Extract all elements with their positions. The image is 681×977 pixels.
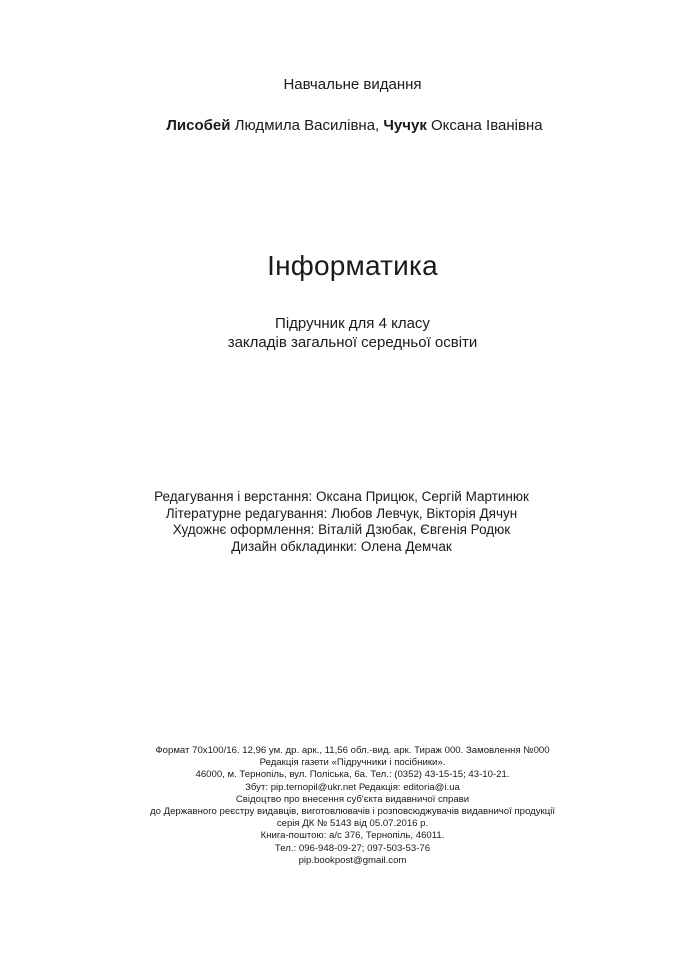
- imprint-register: до Державного реєстру видавців, виготовлювачів і розповсюджувачів видавничої продукції: [149, 806, 556, 818]
- edition-type: Навчальне видання: [283, 76, 422, 93]
- imprint-certificate: Свідоцтво про внесення суб'єкта видавничої справи: [235, 793, 470, 805]
- imprint-bookpost-email: pip.bookpost@gmail.com: [298, 854, 407, 866]
- credit-literary-editing: Літературне редагування: Любов Левчук, Вікторія Дячун: [165, 505, 518, 521]
- author1-surname: Лисобей: [166, 117, 231, 134]
- subtitle-line: закладів загальної середньої освіти: [227, 334, 478, 351]
- imprint-phones: Тел.: 096-948-09-27; 097-503-53-76: [274, 842, 431, 854]
- author2-surname: Чучук: [383, 117, 427, 134]
- subtitle-line: Підручник для 4 класу: [275, 315, 430, 332]
- imprint-emails: Збут: pip.ternopil@ukr.net Редакція: editoria@i.ua: [245, 781, 460, 793]
- credit-editing: Редагування і верстання: Оксана Прицюк, Сергій Мартинюк: [154, 489, 529, 504]
- imprint-address: 46000, м. Тернопіль, вул. Поліська, 6а. Тел.: (0352) 43-15-15; 43-10-21.: [195, 769, 510, 781]
- book-title: Інформатика: [267, 250, 438, 281]
- imprint-publisher: Редакція газети «Підручники і посібники».: [259, 757, 446, 769]
- imprint-format: Формат 70х100/16. 12,96 ум. др. арк., 11,56 обл.-вид. арк. Тираж 000. Замовлення №000: [155, 745, 550, 756]
- imprint-series: серія ДК № 5143 від 05.07.2016 р.: [276, 818, 429, 830]
- credit-cover-design: Дизайн обкладинки: Олена Демчак: [231, 538, 452, 554]
- author2-name: Оксана Іванівна: [431, 117, 543, 134]
- imprint: [12, 745, 681, 867]
- book-subtitle: [12, 314, 681, 352]
- authors-line: [14, 117, 681, 134]
- credits: [1, 489, 681, 555]
- credit-art-design: Художнє оформлення: Віталій Дзюбак, Євгенія Родюк: [172, 522, 511, 537]
- imprint-mail-order: Книга-поштою: а/с 376, Тернопіль, 46011.: [260, 830, 445, 842]
- author1-name: Людмила Василівна,: [234, 117, 380, 134]
